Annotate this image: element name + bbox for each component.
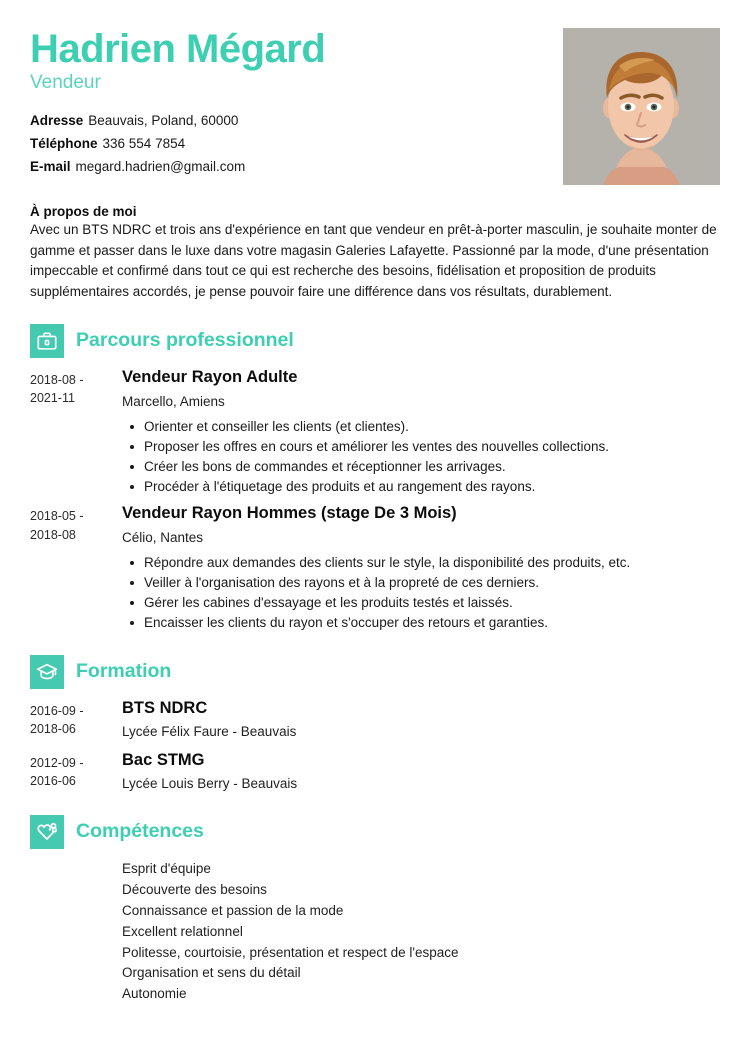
list-item: Répondre aux demandes des clients sur le style, la disponibilité des produits, etc.	[122, 553, 720, 573]
heart-hand-icon	[30, 815, 64, 849]
experience-entry-title: Vendeur Rayon Hommes (stage De 3 Mois)	[122, 504, 457, 523]
contact-email-value: megard.hadrien@gmail.com	[75, 159, 246, 175]
experience-title: Parcours professionnel	[76, 329, 294, 352]
skills-section	[0, 815, 750, 1005]
list-item: Veiller à l'organisation des rayons et à la propreté de ces derniers.	[122, 573, 720, 593]
education-entry-title: BTS NDRC	[122, 698, 208, 717]
skills-title: Compétences	[76, 820, 204, 843]
education-entry-title: Bac STMG	[122, 750, 205, 769]
education-entry-body	[118, 751, 720, 793]
skills-list	[30, 859, 720, 1005]
about-text: Avec un BTS NDRC et trois ans d'expérience en tant que vendeur en prêt-à-porter masculin, je souhaite monter de gamme et passer dans le luxe dans votre magasin Galeries Lafayette. Passionné par la mode, d'une présentation impeccable et confirmé dans tout ce qui est recherche des besoins, fidélisation et proposition de produits supplémentaires accordés, je pense pouvoir faire une différence dans vos résultats, durablement.	[30, 222, 717, 299]
experience-entry-dates: 2018-05 - 2018-08	[30, 509, 84, 542]
list-item: Découverte des besoins	[122, 881, 267, 897]
education-entry-body	[118, 699, 720, 741]
education-entry	[30, 699, 720, 741]
education-section	[0, 655, 750, 793]
about-section	[0, 198, 750, 302]
contact-address-value: Beauvais, Poland, 60000	[88, 112, 239, 128]
experience-section-head	[30, 324, 720, 358]
experience-entry-org: Célio, Nantes	[122, 530, 204, 546]
experience-entry-body	[118, 504, 720, 632]
experience-entry	[30, 368, 720, 496]
candidate-name: Hadrien Mégard	[30, 27, 326, 71]
contact-address-label: Adresse	[30, 112, 84, 128]
contact-phone-value: 336 554 7854	[102, 136, 186, 152]
experience-entry-bullets	[122, 553, 720, 632]
about-title: À propos de moi	[30, 204, 137, 219]
contact-email-label: E-mail	[30, 159, 71, 175]
list-item: Gérer les cabines d'essayage et les produits testés et laissés.	[122, 593, 720, 613]
experience-entry	[30, 504, 720, 632]
list-item: Créer les bons de commandes et réceptionner les arrivages.	[122, 457, 720, 477]
list-item: Proposer les offres en cours et améliorer les ventes des nouvelles collections.	[122, 437, 720, 457]
candidate-job-title: Vendeur	[30, 72, 101, 93]
list-item: Politesse, courtoisie, présentation et respect de l'espace	[122, 944, 459, 960]
skills-section-head	[30, 815, 720, 849]
experience-entry-org: Marcello, Amiens	[122, 393, 225, 409]
briefcase-icon	[30, 324, 64, 358]
list-item: Procéder à l'étiquetage des produits et au rangement des rayons.	[122, 477, 720, 497]
contact-phone-label: Téléphone	[30, 136, 98, 152]
list-item: Connaissance et passion de la mode	[122, 902, 344, 918]
experience-entry-body	[118, 368, 720, 496]
education-entry-dates: 2012-09 - 2016-06	[30, 755, 84, 788]
experience-entry-dates: 2018-08 - 2021-11	[30, 373, 84, 406]
list-item: Organisation et sens du détail	[122, 965, 301, 981]
list-item: Orienter et conseiller les clients (et clientes).	[122, 417, 720, 437]
list-item: Autonomie	[122, 986, 187, 1002]
education-entry-org: Lycée Félix Faure - Beauvais	[122, 723, 297, 739]
candidate-photo	[563, 28, 720, 185]
education-title: Formation	[76, 660, 172, 683]
experience-entry-title: Vendeur Rayon Adulte	[122, 368, 298, 387]
education-entry-org: Lycée Louis Berry - Beauvais	[122, 775, 298, 791]
education-section-head	[30, 655, 720, 689]
experience-entry-bullets	[122, 417, 720, 496]
graduation-cap-icon	[30, 655, 64, 689]
list-item: Encaisser les clients du rayon et s'occuper des retours et garanties.	[122, 613, 720, 633]
list-item: Excellent relationnel	[122, 923, 243, 939]
education-entry	[30, 751, 720, 793]
experience-section	[0, 324, 750, 633]
education-entry-dates: 2016-09 - 2018-06	[30, 703, 84, 736]
list-item: Esprit d'équipe	[122, 860, 211, 876]
resume-header	[0, 0, 750, 198]
